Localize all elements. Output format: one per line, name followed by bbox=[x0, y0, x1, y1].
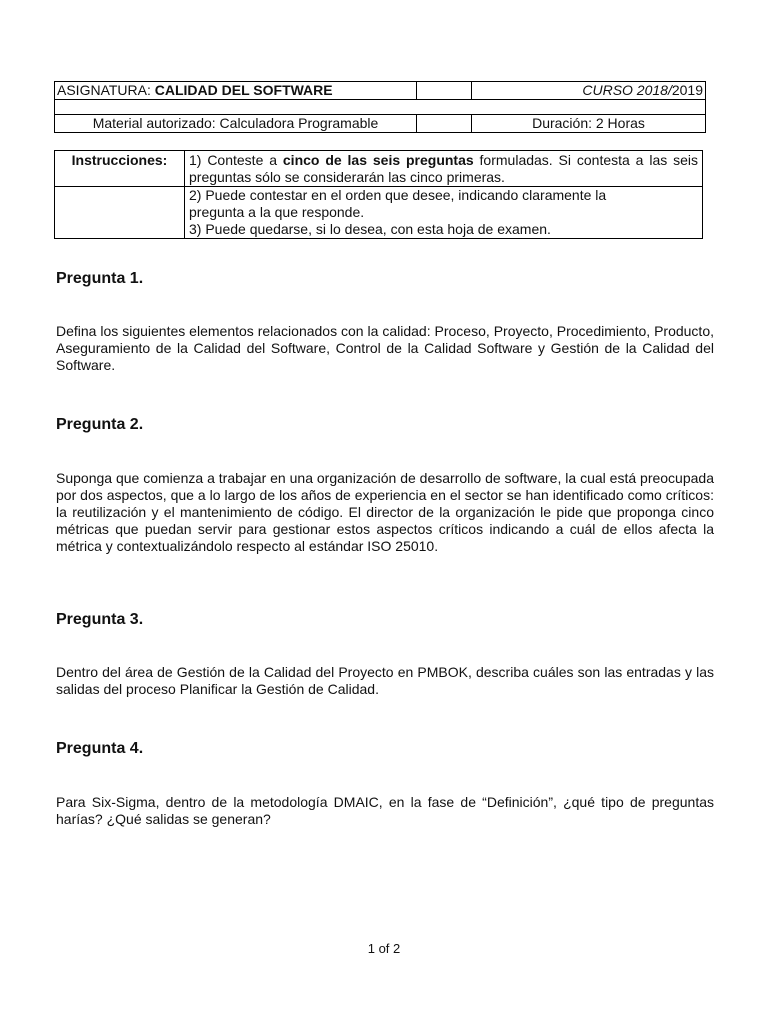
question-3-body: Dentro del área de Gestión de la Calidad del Proyecto en PMBOK, describa cuáles son las entradas y las salidas del proceso Planificar la Gestión de Calidad. bbox=[56, 664, 714, 697]
curso-year: 2019 bbox=[671, 82, 703, 98]
header-table bbox=[54, 81, 706, 133]
material-text: Material autorizado: Calculadora Programable bbox=[92, 115, 379, 131]
question-4-body: Para Six-Sigma, dentro de la metodología DMAIC, en la fase de “Definición”, ¿qué tipo de preguntas harías? ¿Qué salidas se generan? bbox=[56, 794, 714, 827]
curso-cell bbox=[472, 82, 706, 100]
question-1-body: Defina los siguientes elementos relacionados con la calidad: Proceso, Proyecto, Procedimiento, Producto, Aseguramiento de la Calidad del Software, Control de la Calidad Software y Gestión de la Calidad del Software. bbox=[56, 323, 714, 373]
question-1-title: Pregunta 1. bbox=[56, 270, 144, 287]
instruction-2-line-2: pregunta a la que responde. bbox=[189, 204, 365, 220]
question-4-title: Pregunta 4. bbox=[56, 740, 144, 757]
instruction-1-bold: cinco de las seis preguntas bbox=[282, 152, 474, 168]
asignatura-value: CALIDAD DEL SOFTWARE bbox=[154, 82, 333, 98]
instructions-empty-cell bbox=[55, 187, 185, 239]
empty-cell bbox=[417, 115, 472, 133]
instruction-1-pre: 1) Conteste a bbox=[189, 152, 283, 168]
page-number: 1 of 2 bbox=[367, 941, 401, 956]
duracion-text: Duración: 2 Horas bbox=[532, 115, 645, 131]
question-2-body: Suponga que comienza a trabajar en una organización de desarrollo de software, la cual está preocupada por dos aspectos, que a lo largo de los años de experiencia en el sector se han identificado como críticos: la reutilización y el mantenimiento de código. El director de la organización le pide que proponga cinco métricas que puedan servir para gestionar estos aspectos críticos indicando a cuál de ellos afecta la métrica y contextualizándolo respecto al estándar ISO 25010. bbox=[56, 470, 714, 554]
empty-cell bbox=[417, 82, 472, 100]
instruction-2-line-1: 2) Puede contestar en el orden que desee, indicando claramente la bbox=[189, 187, 607, 203]
instructions-table bbox=[54, 150, 703, 239]
question-3-title: Pregunta 3. bbox=[56, 611, 144, 628]
spacer-row bbox=[55, 100, 706, 115]
instruction-3: 3) Puede quedarse, si lo desea, con esta hoja de examen. bbox=[189, 221, 551, 237]
asignatura-cell bbox=[55, 82, 417, 100]
instruction-item-1 bbox=[185, 151, 703, 187]
instruction-1-post: formuladas. Si contesta a las seis preguntas sólo se considerarán las cinco primeras. bbox=[189, 152, 698, 185]
curso-label: CURSO 2018/ bbox=[582, 82, 672, 98]
instructions-label: Instrucciones: bbox=[55, 151, 185, 187]
duracion-cell bbox=[472, 115, 706, 133]
instruction-items-2-3 bbox=[185, 187, 703, 239]
asignatura-label: ASIGNATURA: bbox=[57, 82, 155, 98]
question-2-title: Pregunta 2. bbox=[56, 416, 144, 433]
material-cell bbox=[55, 115, 417, 133]
